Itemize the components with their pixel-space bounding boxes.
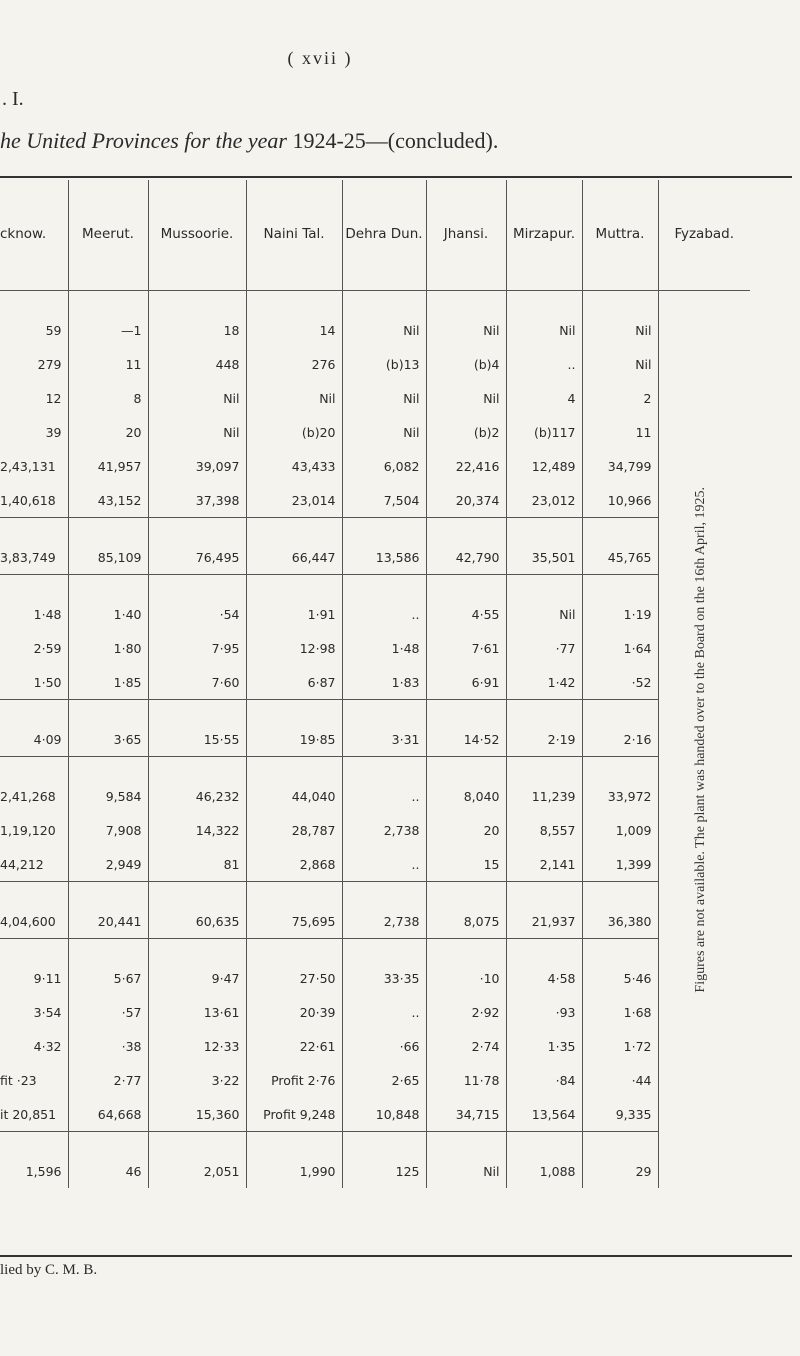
spacer-cell: [342, 291, 426, 314]
table-cell: 81: [148, 847, 246, 882]
table-cell: 43,433: [246, 449, 342, 483]
spacer-cell: [0, 700, 68, 723]
table-cell: 3·22: [148, 1063, 246, 1097]
table-cell: (b)13: [342, 347, 426, 381]
table-cell: 8,040: [426, 779, 506, 813]
table-cell: 7,504: [342, 483, 426, 518]
block-spacer: [0, 882, 750, 905]
table-row: [0, 1154, 750, 1188]
table-cell: ·44: [582, 1063, 658, 1097]
table-cell: Nil: [148, 415, 246, 449]
table-cell: 3,83,749: [0, 540, 68, 575]
table-cell: 76,495: [148, 540, 246, 575]
table-cell: 34,715: [426, 1097, 506, 1132]
spacer-cell: [148, 939, 246, 962]
table-cell: 279: [0, 347, 68, 381]
table-cell: 1·80: [68, 631, 148, 665]
spacer-cell: [426, 291, 506, 314]
table-cell: 39: [0, 415, 68, 449]
table-cell: 1,088: [506, 1154, 582, 1188]
table-cell: 5·67: [68, 961, 148, 995]
table-cell: 1·40: [68, 597, 148, 631]
table-cell: 20,441: [68, 904, 148, 939]
table-row: [0, 415, 750, 449]
spacer-cell: [426, 575, 506, 598]
col-header: Fyzabad.: [658, 180, 750, 291]
table-cell: 45,765: [582, 540, 658, 575]
table-cell: it 20,851: [0, 1097, 68, 1132]
spacer-cell: [0, 757, 68, 780]
table-cell: Nil: [342, 415, 426, 449]
table-cell: 5·46: [582, 961, 658, 995]
col-header: Meerut.: [68, 180, 148, 291]
spacer-cell: [506, 939, 582, 962]
table-cell: 66,447: [246, 540, 342, 575]
table-row: [0, 540, 750, 575]
spacer-cell: [68, 1132, 148, 1155]
header-row: [0, 180, 750, 291]
spacer-cell: [0, 882, 68, 905]
table-row: [0, 904, 750, 939]
table-row: [0, 665, 750, 700]
table-cell: 4·32: [0, 1029, 68, 1063]
spacer-cell: [246, 1132, 342, 1155]
table-cell: Nil: [342, 381, 426, 415]
spacer-cell: [506, 700, 582, 723]
table-cell: ·54: [148, 597, 246, 631]
table-cell: 46,232: [148, 779, 246, 813]
table-cell: 21,937: [506, 904, 582, 939]
table-row: [0, 961, 750, 995]
spacer-cell: [342, 700, 426, 723]
table-cell: 7,908: [68, 813, 148, 847]
table-cell: 85,109: [68, 540, 148, 575]
table-cell: Nil: [582, 313, 658, 347]
table-cell: 7·95: [148, 631, 246, 665]
statistics-table: [0, 180, 750, 1188]
table-cell: 36,380: [582, 904, 658, 939]
spacer-cell: [582, 939, 658, 962]
table-row: [0, 995, 750, 1029]
table-row: [0, 1097, 750, 1132]
table-row: [0, 779, 750, 813]
table-cell: 14·52: [426, 722, 506, 757]
spacer-cell: [426, 882, 506, 905]
table-cell: 41,957: [68, 449, 148, 483]
col-header: Muttra.: [582, 180, 658, 291]
table-cell: 2,738: [342, 813, 426, 847]
table-cell: 4: [506, 381, 582, 415]
table-cell: 23,014: [246, 483, 342, 518]
table-cell: 15·55: [148, 722, 246, 757]
spacer-cell: [148, 882, 246, 905]
table-row: [0, 381, 750, 415]
table-cell: 33,972: [582, 779, 658, 813]
table-cell: Profit 2·76: [246, 1063, 342, 1097]
spacer-cell: [506, 518, 582, 541]
table-cell: 2,949: [68, 847, 148, 882]
spacer-cell: [342, 1132, 426, 1155]
spacer-cell: [426, 757, 506, 780]
spacer-cell: [0, 291, 68, 314]
table-cell: 6·91: [426, 665, 506, 700]
table-cell: 39,097: [148, 449, 246, 483]
block-spacer: [0, 1132, 750, 1155]
table-cell: 11: [582, 415, 658, 449]
page-number: ( xvii ): [287, 48, 353, 68]
table-cell: Nil: [426, 1154, 506, 1188]
table-cell: 13,586: [342, 540, 426, 575]
col-header: Mirzapur.: [506, 180, 582, 291]
table-cell: 2·77: [68, 1063, 148, 1097]
spacer-cell: [342, 757, 426, 780]
spacer-cell: [68, 939, 148, 962]
table-cell: 37,398: [148, 483, 246, 518]
table-row: [0, 483, 750, 518]
table-cell: 2,43,131: [0, 449, 68, 483]
table-row: [0, 813, 750, 847]
spacer-cell: [0, 939, 68, 962]
table-cell: 2: [582, 381, 658, 415]
table-cell: 64,668: [68, 1097, 148, 1132]
spacer-cell: [582, 1132, 658, 1155]
table-cell: 15: [426, 847, 506, 882]
col-header: Dehra Dun.: [342, 180, 426, 291]
table-cell: 1,990: [246, 1154, 342, 1188]
table-cell: 2,738: [342, 904, 426, 939]
table-cell: ·57: [68, 995, 148, 1029]
spacer-cell: [246, 575, 342, 598]
table-cell: fit ·23: [0, 1063, 68, 1097]
table-cell: 1,596: [0, 1154, 68, 1188]
table-cell: 28,787: [246, 813, 342, 847]
table-cell: 9,584: [68, 779, 148, 813]
spacer-cell: [148, 575, 246, 598]
table-cell: 33·35: [342, 961, 426, 995]
spacer-cell: [506, 757, 582, 780]
table-row: [0, 722, 750, 757]
table-row: [0, 1029, 750, 1063]
table-cell: Nil: [582, 347, 658, 381]
table-cell: 1·83: [342, 665, 426, 700]
page-title: [0, 128, 498, 154]
table-cell: 4·55: [426, 597, 506, 631]
spacer-cell: [148, 700, 246, 723]
table-cell: Nil: [148, 381, 246, 415]
block-spacer: [0, 700, 750, 723]
table-row: [0, 449, 750, 483]
spacer-cell: [246, 518, 342, 541]
table-cell: 8: [68, 381, 148, 415]
table-cell: 6·87: [246, 665, 342, 700]
table-cell: ..: [342, 847, 426, 882]
table-cell: 12: [0, 381, 68, 415]
table-cell: 12,489: [506, 449, 582, 483]
spacer-cell: [0, 1132, 68, 1155]
table-row: [0, 313, 750, 347]
table-cell: 44,212: [0, 847, 68, 882]
spacer-cell: [506, 882, 582, 905]
table-cell: 2,868: [246, 847, 342, 882]
table-cell: 14: [246, 313, 342, 347]
table-cell: 125: [342, 1154, 426, 1188]
table-cell: 18: [148, 313, 246, 347]
table-cell: 4,04,600: [0, 904, 68, 939]
table-cell: Nil: [246, 381, 342, 415]
table-cell: 10,848: [342, 1097, 426, 1132]
spacer-cell: [582, 700, 658, 723]
table-cell: 1·19: [582, 597, 658, 631]
top-rule: [0, 176, 792, 178]
table-cell: (b)4: [426, 347, 506, 381]
table-cell: 46: [68, 1154, 148, 1188]
table-cell: 9,335: [582, 1097, 658, 1132]
table-cell: 13·61: [148, 995, 246, 1029]
spacer-cell: [0, 575, 68, 598]
col-header: Naini Tal.: [246, 180, 342, 291]
table-cell: ·10: [426, 961, 506, 995]
spacer-cell: [342, 939, 426, 962]
table-row: [0, 597, 750, 631]
table-cell: 59: [0, 313, 68, 347]
table-cell: 13,564: [506, 1097, 582, 1132]
table-cell: 27·50: [246, 961, 342, 995]
block-spacer: [0, 518, 750, 541]
title-rest: 1924-25—(concluded).: [286, 128, 499, 153]
table-cell: 4·09: [0, 722, 68, 757]
spacer-cell: [582, 575, 658, 598]
spacer-cell: [246, 757, 342, 780]
footer-note: lied by C. M. B.: [0, 1262, 98, 1278]
table-cell: 276: [246, 347, 342, 381]
block-spacer: [0, 939, 750, 962]
spacer-cell: [426, 1132, 506, 1155]
spacer-cell: [68, 882, 148, 905]
table-cell: 34,799: [582, 449, 658, 483]
table-cell: ·38: [68, 1029, 148, 1063]
table-cell: 1·42: [506, 665, 582, 700]
table-cell: 1,40,618: [0, 483, 68, 518]
spacer-cell: [246, 882, 342, 905]
table-row: [0, 1063, 750, 1097]
table-cell: 1,399: [582, 847, 658, 882]
spacer-cell: [148, 757, 246, 780]
table-cell: 1·50: [0, 665, 68, 700]
table-cell: (b)2: [426, 415, 506, 449]
title-italic: he United Provinces for the year: [0, 128, 287, 153]
table-cell: 1·85: [68, 665, 148, 700]
table-cell: 2,141: [506, 847, 582, 882]
appendix-label: . I.: [2, 88, 24, 110]
table-cell: 1,009: [582, 813, 658, 847]
spacer-cell: [246, 939, 342, 962]
table-cell: 22·61: [246, 1029, 342, 1063]
table-cell: 9·47: [148, 961, 246, 995]
spacer-cell: [426, 700, 506, 723]
table-cell: Nil: [506, 313, 582, 347]
table-cell: 1·72: [582, 1029, 658, 1063]
table-cell: 15,360: [148, 1097, 246, 1132]
table-cell: 20: [426, 813, 506, 847]
table-cell: 1·35: [506, 1029, 582, 1063]
spacer-cell: [582, 757, 658, 780]
table-cell: 35,501: [506, 540, 582, 575]
table-cell: 11,239: [506, 779, 582, 813]
spacer-cell: [148, 1132, 246, 1155]
table-cell: 7·61: [426, 631, 506, 665]
table-cell: ·52: [582, 665, 658, 700]
table-cell: 2·59: [0, 631, 68, 665]
table-cell: 20: [68, 415, 148, 449]
table-cell: 2·19: [506, 722, 582, 757]
spacer-cell: [582, 518, 658, 541]
table-cell: 23,012: [506, 483, 582, 518]
spacer-cell: [68, 291, 148, 314]
block-spacer: [0, 575, 750, 598]
table-row: [0, 631, 750, 665]
table-cell: 1·68: [582, 995, 658, 1029]
spacer-cell: [342, 518, 426, 541]
block-spacer: [0, 291, 750, 314]
spacer-cell: [68, 518, 148, 541]
table-cell: ·66: [342, 1029, 426, 1063]
spacer-cell: [426, 939, 506, 962]
table-cell: 11: [68, 347, 148, 381]
table-cell: 19·85: [246, 722, 342, 757]
bottom-rule: [0, 1255, 792, 1257]
table-cell: Nil: [426, 381, 506, 415]
table-cell: 2·92: [426, 995, 506, 1029]
table-cell: Profit 9,248: [246, 1097, 342, 1132]
spacer-cell: [68, 575, 148, 598]
table-cell: 1·64: [582, 631, 658, 665]
table-cell: 42,790: [426, 540, 506, 575]
table-cell: 4·58: [506, 961, 582, 995]
table-cell: 1·48: [342, 631, 426, 665]
table-cell: 29: [582, 1154, 658, 1188]
table-cell: 44,040: [246, 779, 342, 813]
col-header: Jhansi.: [426, 180, 506, 291]
side-note-cell: [658, 291, 750, 1189]
table-cell: 1·91: [246, 597, 342, 631]
table-cell: 12·98: [246, 631, 342, 665]
spacer-cell: [0, 518, 68, 541]
table-cell: 8,557: [506, 813, 582, 847]
table-cell: 9·11: [0, 961, 68, 995]
table-cell: ·93: [506, 995, 582, 1029]
table-cell: 60,635: [148, 904, 246, 939]
spacer-cell: [148, 291, 246, 314]
spacer-cell: [506, 1132, 582, 1155]
table-cell: 3·54: [0, 995, 68, 1029]
table-cell: 448: [148, 347, 246, 381]
spacer-cell: [246, 700, 342, 723]
spacer-cell: [148, 518, 246, 541]
table-cell: 10,966: [582, 483, 658, 518]
table-cell: ..: [506, 347, 582, 381]
side-note: Figures are not available. The plant was handed over to the Board on the 16th April, 1925.: [693, 486, 709, 993]
spacer-cell: [582, 882, 658, 905]
table-cell: 2·65: [342, 1063, 426, 1097]
spacer-cell: [426, 518, 506, 541]
table-cell: 6,082: [342, 449, 426, 483]
col-header: cknow.: [0, 180, 68, 291]
table-cell: 2,051: [148, 1154, 246, 1188]
table-cell: 3·65: [68, 722, 148, 757]
spacer-cell: [342, 882, 426, 905]
table-cell: 11·78: [426, 1063, 506, 1097]
table-cell: ..: [342, 597, 426, 631]
table-cell: —1: [68, 313, 148, 347]
table-cell: ..: [342, 995, 426, 1029]
table-cell: 20,374: [426, 483, 506, 518]
table-cell: 20·39: [246, 995, 342, 1029]
spacer-cell: [506, 575, 582, 598]
table-cell: ·84: [506, 1063, 582, 1097]
table-row: [0, 847, 750, 882]
table-cell: 12·33: [148, 1029, 246, 1063]
table-cell: ·77: [506, 631, 582, 665]
table-cell: 8,075: [426, 904, 506, 939]
table-cell: 7·60: [148, 665, 246, 700]
col-header: Mussoorie.: [148, 180, 246, 291]
table-cell: Nil: [426, 313, 506, 347]
spacer-cell: [582, 291, 658, 314]
table-cell: 14,322: [148, 813, 246, 847]
spacer-cell: [68, 757, 148, 780]
spacer-cell: [246, 291, 342, 314]
table-cell: (b)117: [506, 415, 582, 449]
table-cell: 1·48: [0, 597, 68, 631]
table-cell: 2·16: [582, 722, 658, 757]
table-cell: ..: [342, 779, 426, 813]
spacer-cell: [506, 291, 582, 314]
block-spacer: [0, 757, 750, 780]
table-cell: Nil: [506, 597, 582, 631]
table-cell: 22,416: [426, 449, 506, 483]
table-cell: (b)20: [246, 415, 342, 449]
spacer-cell: [68, 700, 148, 723]
table-cell: 2,41,268: [0, 779, 68, 813]
table-cell: 43,152: [68, 483, 148, 518]
table-cell: 2·74: [426, 1029, 506, 1063]
table-cell: Nil: [342, 313, 426, 347]
table-cell: 1,19,120: [0, 813, 68, 847]
spacer-cell: [342, 575, 426, 598]
table-cell: 75,695: [246, 904, 342, 939]
table-row: [0, 347, 750, 381]
table-cell: 3·31: [342, 722, 426, 757]
